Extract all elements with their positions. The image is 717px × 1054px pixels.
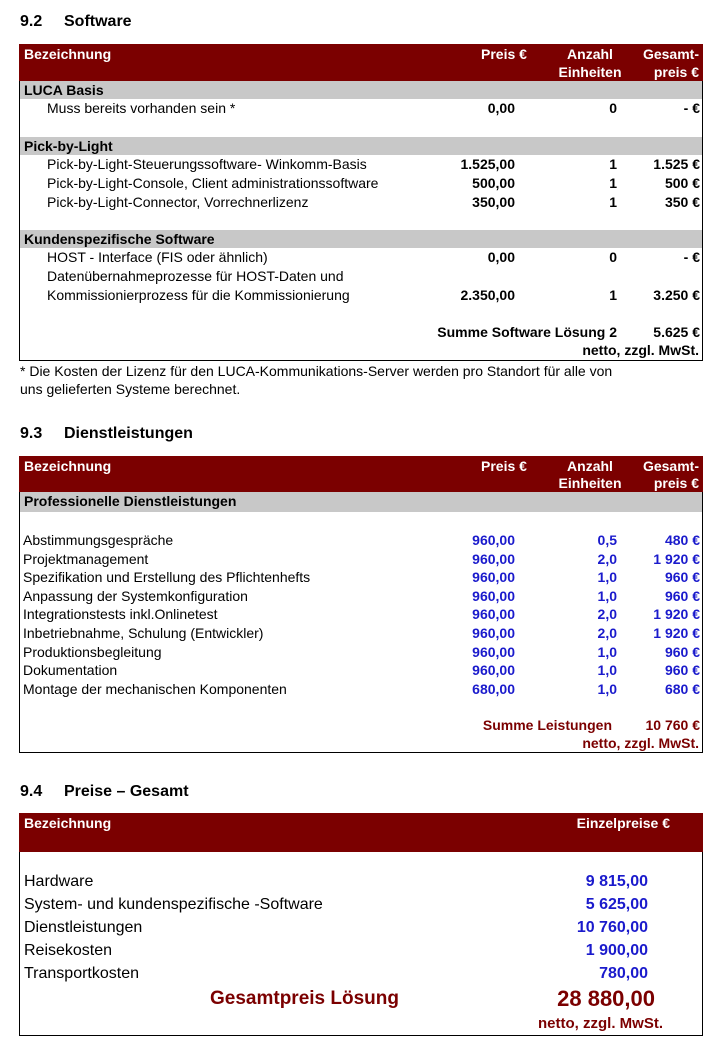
row-name: Pick-by-Light-Steuerungssoftware- Winkomm-Basis [47, 156, 367, 172]
row-price: 0,00 [487, 249, 515, 265]
table-row [20, 99, 702, 117]
grand-total-row [20, 986, 702, 1012]
footnote [20, 362, 612, 398]
group-luca-basis [20, 81, 702, 99]
row-total: 1 920 € [653, 625, 700, 641]
section-number: 9.4 [20, 783, 43, 800]
row-total: 680 € [664, 680, 700, 697]
section-heading: Dienstleistungen [64, 425, 193, 442]
row-price: 780,00 [599, 965, 648, 982]
row-price: 500,00 [472, 175, 515, 191]
services-net-note [20, 734, 702, 752]
row-total: 500 € [664, 175, 700, 191]
header-bezeichnung: Bezeichnung [24, 46, 112, 62]
row-name: Abstimmungsgespräche [23, 532, 174, 548]
table-row [20, 174, 702, 192]
table-row [20, 193, 702, 211]
row-name: Kommissionierprozess für die Kommissionierung [47, 287, 350, 303]
section-number: 9.2 [20, 13, 43, 30]
row-total: 960 € [664, 587, 700, 604]
row-total: - € [683, 249, 700, 265]
header-preis: Preis € [481, 458, 527, 474]
row-price: 9 815,00 [585, 873, 648, 890]
table-row [20, 917, 702, 939]
header-anzahl: Anzahl [567, 46, 613, 62]
row-total: 480 € [664, 532, 700, 548]
header-preis: Preis € [481, 46, 527, 62]
row-qty: 2,0 [597, 550, 617, 567]
group-pick-by-light [20, 137, 702, 155]
group-label: Pick-by-Light [24, 138, 113, 154]
row-name: Hardware [24, 873, 94, 890]
row-name: Spezifikation und Erstellung des Pflichtenhefts [23, 569, 311, 586]
header-einheiten: Einheiten [558, 64, 622, 80]
header-einzelpreise: Einzelpreise € [576, 815, 670, 831]
row-total: 1.525 € [653, 156, 700, 172]
table-row [20, 248, 702, 266]
header-gesamt: Gesamt- [642, 458, 699, 474]
row-qty: 2,0 [597, 606, 617, 623]
row-total: 960 € [664, 662, 700, 679]
row-qty: 0 [609, 249, 617, 265]
row-name: Produktionsbegleitung [23, 643, 162, 660]
table-row [20, 894, 702, 916]
row-qty: 1 [609, 287, 617, 303]
header-bezeichnung: Bezeichnung [24, 458, 112, 474]
table-row [20, 531, 702, 549]
table-row [20, 155, 702, 173]
section-number: 9.3 [20, 425, 43, 442]
header-anzahl: Anzahl [567, 458, 613, 474]
row-price: 1 900,00 [585, 942, 648, 959]
row-price: 960,00 [472, 569, 515, 586]
row-total: 3.250 € [653, 287, 700, 303]
row-name: Transportkosten [24, 965, 140, 982]
row-qty: 1 [609, 194, 617, 210]
group-professionelle-dienstleistungen [20, 492, 702, 512]
sum-value: 5.625 € [653, 324, 700, 340]
row-name: Montage der mechanischen Komponenten [23, 680, 287, 697]
totals-table-header [19, 813, 703, 852]
sum-label: Summe Software Lösung 2 [437, 324, 617, 340]
row-name: Projektmanagement [23, 550, 149, 567]
group-label: Professionelle Dienstleistungen [24, 493, 237, 509]
net-note: netto, zzgl. MwSt. [538, 1015, 663, 1032]
row-price: 960,00 [472, 532, 515, 548]
footnote-line: * Die Kosten der Lizenz für den LUCA-Kommunikations-Server werden pro Standort für alle von [20, 363, 613, 379]
row-qty: 1,0 [597, 643, 617, 660]
table-row [20, 605, 702, 623]
header-preis-euro: preis € [653, 475, 699, 491]
row-name: System- und kundenspezifische -Software [24, 896, 323, 913]
grand-total-value: 28 880,00 [557, 986, 655, 1011]
row-price: 960,00 [472, 662, 515, 679]
row-qty: 1,0 [597, 587, 617, 604]
row-qty: 0,5 [597, 532, 617, 548]
row-qty: 2,0 [597, 625, 617, 641]
sum-value: 10 760 € [645, 717, 700, 733]
software-net-note [20, 341, 702, 359]
header-preis-euro: preis € [653, 64, 699, 80]
header-gesamt: Gesamt- [642, 46, 699, 62]
totals-net-note [20, 1015, 702, 1033]
software-sum-row [20, 323, 702, 341]
row-name: Anpassung der Systemkonfiguration [23, 587, 248, 604]
table-row [20, 643, 702, 661]
row-price: 680,00 [472, 680, 515, 697]
row-name: HOST - Interface (FIS oder ähnlich) [47, 249, 268, 265]
row-total: 960 € [664, 569, 700, 586]
row-price: 960,00 [472, 643, 515, 660]
row-price: 5 625,00 [585, 896, 648, 913]
table-row [20, 286, 702, 304]
net-note: netto, zzgl. MwSt. [582, 735, 699, 751]
net-note: netto, zzgl. MwSt. [582, 342, 699, 358]
sum-label: Summe Leistungen [482, 717, 612, 733]
row-price: 960,00 [472, 587, 515, 604]
row-qty: 1 [609, 175, 617, 191]
row-name: Muss bereits vorhanden sein * [47, 100, 236, 116]
footnote-line: uns gelieferten Systeme berechnet. [20, 381, 241, 397]
row-price: 0,00 [487, 100, 515, 116]
row-total: - € [683, 100, 700, 116]
services-sum-row [20, 716, 702, 734]
header-bezeichnung: Bezeichnung [24, 815, 112, 831]
table-row [20, 871, 702, 893]
section-heading: Preise – Gesamt [64, 783, 189, 800]
group-label: LUCA Basis [24, 82, 104, 98]
row-qty: 1,0 [597, 662, 617, 679]
row-qty: 1,0 [597, 680, 617, 697]
row-price: 960,00 [472, 606, 515, 623]
row-name: Reisekosten [24, 942, 113, 959]
table-row [20, 680, 702, 698]
section-title-preise-gesamt [20, 783, 189, 801]
services-table-header [19, 456, 703, 492]
software-table-header [19, 44, 703, 81]
row-name: Inbetriebnahme, Schulung (Entwickler) [23, 625, 264, 641]
section-title-dienstleistungen [20, 425, 193, 443]
row-name: Integrationstests inkl.Onlinetest [23, 606, 218, 623]
row-price: 2.350,00 [460, 287, 515, 303]
row-name: Datenübernahmeprozesse für HOST-Daten und [47, 268, 344, 284]
group-kundenspezifische-software [20, 230, 702, 248]
group-label: Kundenspezifische Software [24, 231, 215, 247]
row-name: Dokumentation [23, 662, 118, 679]
table-row [20, 587, 702, 605]
row-qty: 0 [609, 100, 617, 116]
section-heading: Software [64, 13, 132, 30]
row-price: 1.525,00 [460, 156, 515, 172]
table-row [20, 661, 702, 679]
row-name: Dienstleistungen [24, 919, 143, 936]
row-total: 960 € [664, 643, 700, 660]
table-row [20, 568, 702, 586]
table-row [20, 940, 702, 962]
table-row [20, 267, 702, 285]
row-qty: 1 [609, 156, 617, 172]
row-total: 350 € [664, 194, 700, 210]
section-title-software [20, 13, 132, 31]
row-price: 960,00 [472, 550, 515, 567]
row-name: Pick-by-Light-Console, Client administrationssoftware [47, 175, 379, 191]
row-price: 350,00 [472, 194, 515, 210]
row-qty: 1,0 [597, 569, 617, 586]
table-row [20, 624, 702, 642]
row-name: Pick-by-Light-Connector, Vorrechnerlizenz [47, 194, 309, 210]
table-row [20, 963, 702, 985]
row-total: 1 920 € [653, 550, 700, 567]
row-total: 1 920 € [653, 606, 700, 623]
row-price: 960,00 [472, 625, 515, 641]
row-price: 10 760,00 [576, 919, 648, 936]
header-einheiten: Einheiten [558, 475, 622, 491]
table-row [20, 550, 702, 568]
grand-total-label: Gesamtpreis Lösung [210, 988, 399, 1009]
